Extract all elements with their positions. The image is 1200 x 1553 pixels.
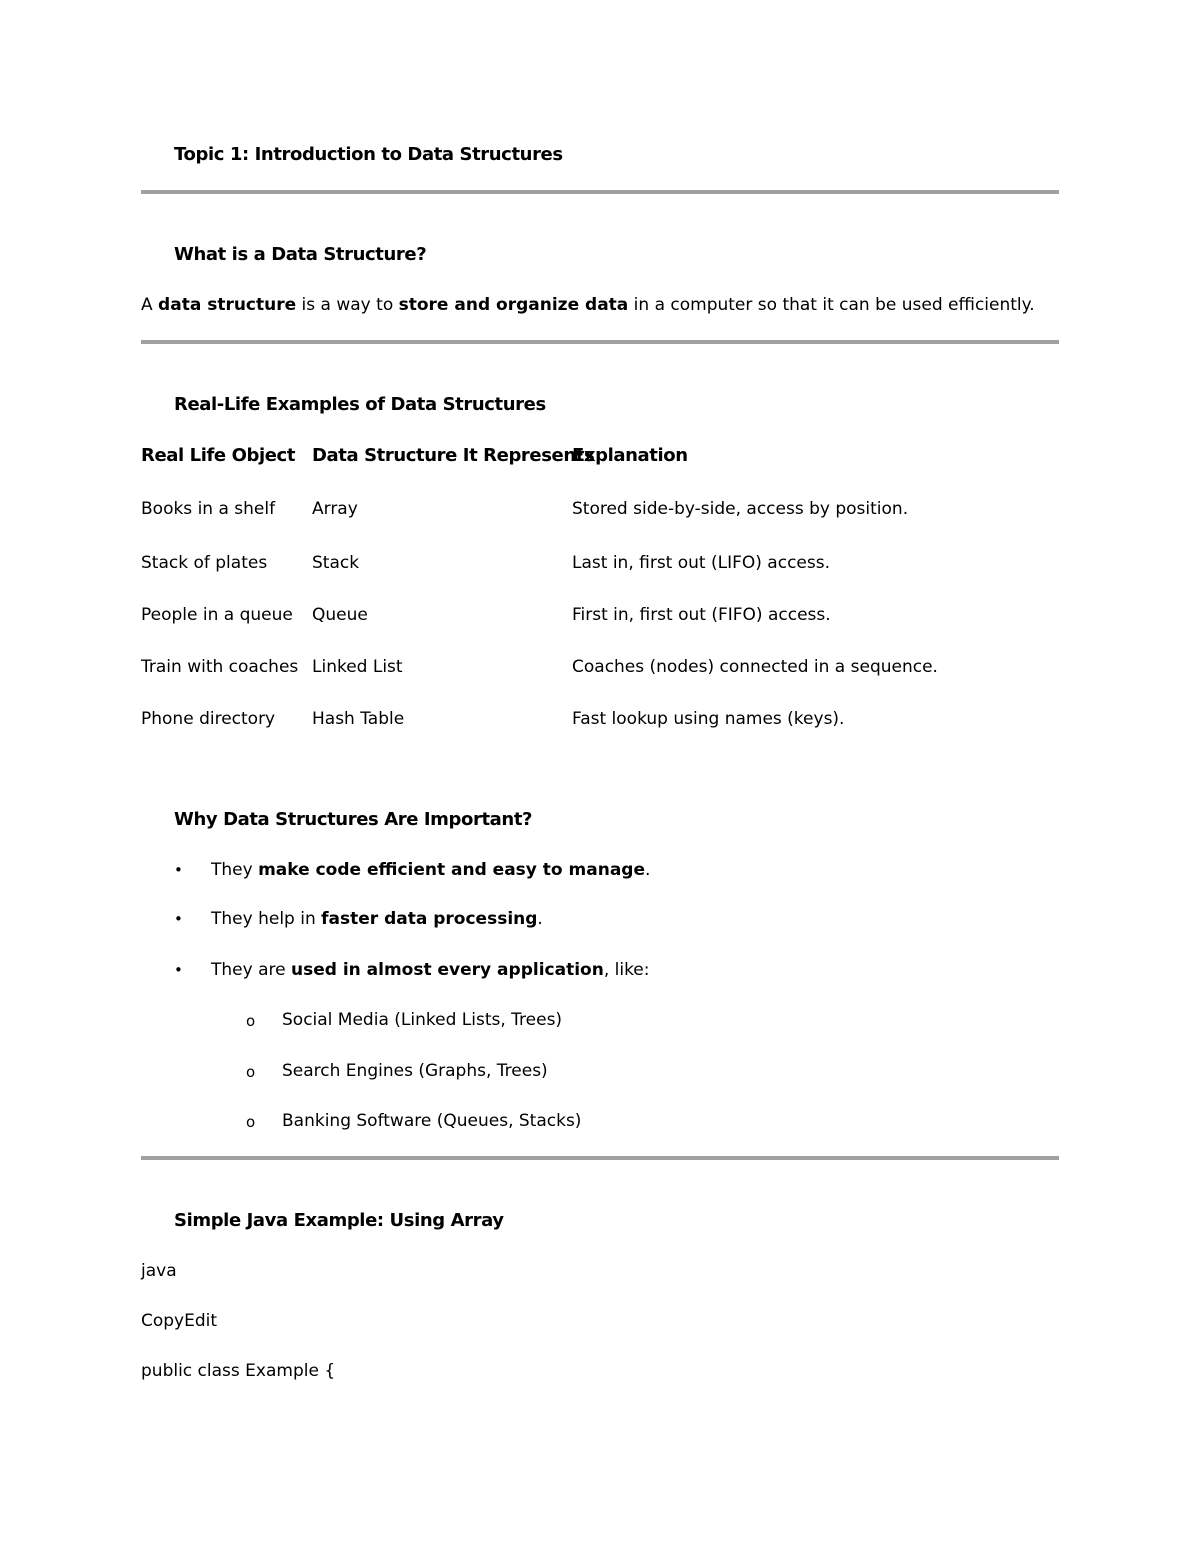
text: in a computer so that it can be used efficiently. [628, 295, 1035, 315]
sub-list-item-text: Social Media (Linked Lists, Trees) [282, 1010, 563, 1030]
copy-edit-label: CopyEdit [141, 1311, 218, 1331]
circle-bullet-icon: o [246, 1012, 256, 1030]
text: They help in [211, 909, 322, 929]
sub-list-item-text: Search Engines (Graphs, Trees) [282, 1061, 548, 1081]
bold-text: used in almost every application [290, 960, 604, 980]
circle-bullet-icon: o [246, 1113, 256, 1131]
list-item-text [211, 959, 650, 981]
sub-list-item-text: Banking Software (Queues, Stacks) [282, 1111, 582, 1131]
bullet-icon: • [174, 961, 183, 979]
table-cell: Linked List [312, 657, 403, 677]
table-cell: Stack [312, 553, 360, 573]
text: They are [211, 960, 291, 980]
bullet-icon: • [174, 861, 183, 879]
circle-bullet-icon: o [246, 1063, 256, 1081]
section-heading-what-is: What is a Data Structure? [174, 244, 427, 265]
divider [141, 340, 1059, 344]
table-header-structure: Data Structure It Represents [312, 445, 595, 466]
divider [141, 1156, 1059, 1160]
bold-text: data structure [158, 295, 297, 315]
table-header-object: Real Life Object [141, 445, 296, 466]
text: A [141, 295, 159, 315]
page-title: Topic 1: Introduction to Data Structures [174, 144, 563, 165]
text: . [537, 909, 543, 929]
table-cell: Books in a shelf [141, 499, 276, 519]
table-cell: Hash Table [312, 709, 405, 729]
table-cell: Queue [312, 605, 368, 625]
bold-text: store and organize data [398, 295, 629, 315]
text: , like: [603, 960, 650, 980]
table-cell: First in, first out (FIFO) access. [572, 605, 831, 625]
section-heading-java-example: Simple Java Example: Using Array [174, 1210, 504, 1231]
bullet-icon: • [174, 910, 183, 928]
table-cell: Stored side-by-side, access by position. [572, 499, 909, 519]
table-cell: Stack of plates [141, 553, 268, 573]
table-cell: Last in, first out (LIFO) access. [572, 553, 830, 573]
table-cell: People in a queue [141, 605, 293, 625]
text: . [645, 860, 651, 880]
table-cell: Phone directory [141, 709, 276, 729]
list-item-text [211, 908, 543, 930]
text: is a way to [296, 295, 399, 315]
list-item-text [211, 859, 650, 881]
table-cell: Fast lookup using names (keys). [572, 709, 845, 729]
divider [141, 190, 1059, 194]
table-cell: Coaches (nodes) connected in a sequence. [572, 657, 938, 677]
bold-text: make code efficient and easy to manage [258, 860, 645, 880]
code-line: public class Example { [141, 1361, 336, 1381]
section-heading-why-important: Why Data Structures Are Important? [174, 809, 533, 830]
text: They [211, 860, 259, 880]
code-language-label: java [141, 1261, 177, 1281]
table-header-explanation: Explanation [572, 445, 688, 466]
table-cell: Train with coaches [141, 657, 299, 677]
definition-paragraph [141, 294, 1035, 316]
bold-text: faster data processing [321, 909, 538, 929]
table-cell: Array [312, 499, 358, 519]
section-heading-examples: Real-Life Examples of Data Structures [174, 394, 546, 415]
